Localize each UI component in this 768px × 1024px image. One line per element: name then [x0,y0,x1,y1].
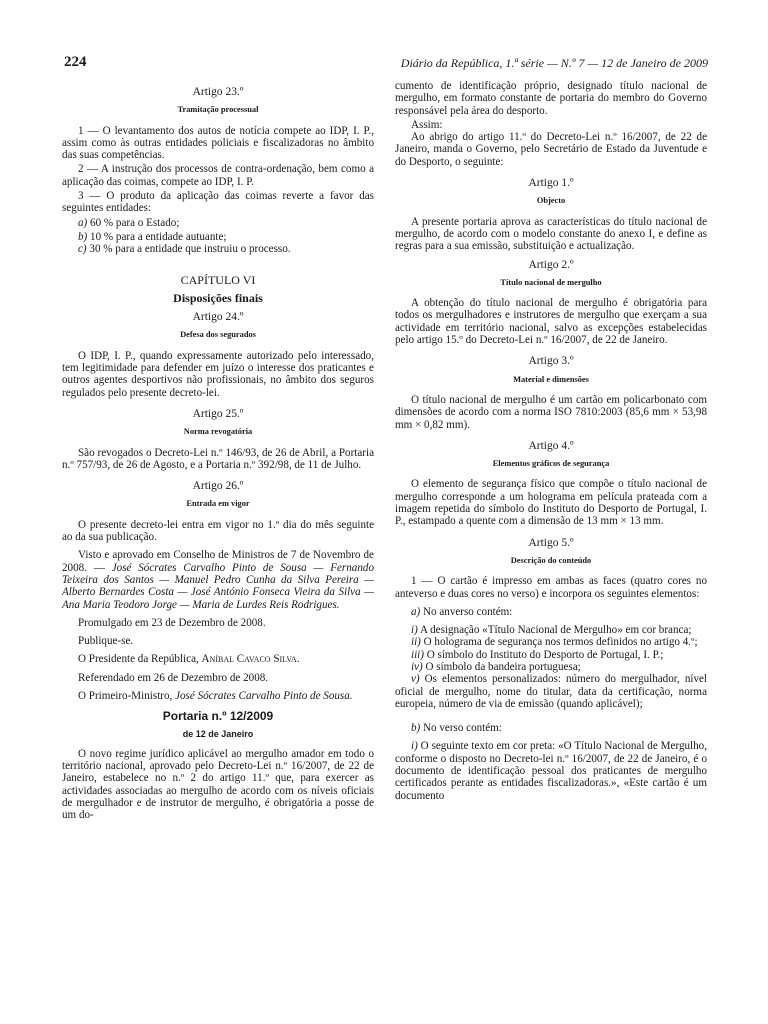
running-header: Diário da República, 1.ª série — N.º 7 — 12 de Janeiro de 2009 [400,56,708,70]
pm-label: O Primeiro-Ministro, [78,689,176,702]
pm-name: José Sócrates Carvalho Pinto de Sousa. [175,689,353,702]
list-text: 60 % para o Estado; [87,216,180,229]
article-1-title: Objecto [536,196,566,206]
list-item [62,217,374,229]
list-text: Os elementos personalizados: número do mergulhador, nível oficial de mergulho, nome do titular, data da certificação, norma europeia, número de via de emissão (quando aplicável); [395,673,707,710]
list-item [395,673,707,710]
article-26-heading: Artigo 26.º [192,480,244,493]
list-marker: i) [411,740,418,753]
article-5-p1: 1 — O cartão é impresso em ambas as faces (quatro cores no anteverso e duas cores no verso) e incorpora os seguintes elementos: [395,575,707,600]
article-1-p1: A presente portaria aprova as características do título nacional de mergulho, de acordo com o modelo constante do anexo I, e define as regras para a sua emissão, substituição e actualização. [395,215,707,253]
list-item [62,231,374,243]
portaria-date: de 12 de Janeiro [182,728,254,739]
article-3-heading: Artigo 3.º [528,355,574,368]
portaria-title: Portaria n.º 12/2009 [162,709,274,724]
list-text: No verso contém: [420,722,502,735]
article-3-p1: O título nacional de mergulho é um cartão em policarbonato com dimensões de acordo com a norma ISO 7810:2003 (85,6 mm × 53,98 mm × 0,82 mm). [395,393,707,431]
list-item [395,649,707,661]
article-26-p1: O presente decreto-lei entra em vigor no 1.º dia do mês seguinte ao da sua publicação. [62,518,374,544]
page-header [64,54,708,76]
article-25-title: Norma revogatória [183,427,253,437]
list-marker: c) [78,243,87,256]
publique-line: Publique-se. [78,635,134,648]
page-number: 224 [64,54,87,70]
article-23-p3: 3 — O produto da aplicação das coimas reverte a favor das seguintes entidades: [62,190,374,215]
list-item [395,722,707,734]
list-marker: i) [411,624,418,637]
article-24-heading: Artigo 24.º [192,311,244,324]
article-5-heading: Artigo 5.º [528,536,574,549]
list-marker: b) [78,230,88,243]
article-23-p1: 1 — O levantamento dos autos de notícia compete ao IDP, I. P., assim como às outras entidades policiais e fiscalizadoras no âmbito das suas competências. [62,124,374,162]
right-column [395,80,707,804]
article-24-p1: O IDP, I. P., quando expressamente autorizado pelo interessado, tem legitimidade para defender em juízo o interesse dos praticantes e outros agentes desportivos não profissionais, no âmbito dos seguros regulados pelo presente decreto-lei. [62,349,374,399]
article-26-title: Entrada em vigor [186,499,250,509]
article-25-heading: Artigo 25.º [192,407,244,420]
president-name: Aníbal Cavaco Silva. [201,653,300,666]
continued-paragraph: cumento de identificação próprio, designado título nacional de mergulho, em formato constante de portaria do membro do Governo responsável pela área do desporto. [395,80,707,117]
article-4-heading: Artigo 4.º [528,439,574,452]
list-item [395,624,707,636]
visto-signatories: José Sócrates Carvalho Pinto de Sousa — Fernando Teixeira dos Santos — Manuel Pedro Cunha da Silva Pereira — Alberto Bernardes Costa — José António Fonseca Vieira da Silva — Ana Maria Teodoro Jorge — Maria de Lurdes Reis Rodrigues. [62,561,374,611]
article-25-p1: São revogados o Decreto-Lei n.º 146/93, de 26 de Abril, a Portaria n.º 757/93, de 26 de Agosto, e a Portaria n.º 392/98, de 11 de Julho. [62,446,374,471]
list-text: O seguinte texto em cor preta: «O Título Nacional de Mergulho, conforme o disposto no Decreto-lei n.º 16/2007, de 22 de Janeiro, é o documento de identificação pessoal dos praticantes de mergulho certificados perante as entidades fiscalizadoras.», «Este cartão é um documento [395,740,707,802]
assim-line: Assim: [411,118,443,131]
list-text: No anverso contém: [420,605,513,618]
list-marker: b) [411,722,421,735]
list-marker: iii) [411,648,424,661]
left-column [62,86,374,824]
visto-intro: Visto e aprovado em Conselho de Ministros de 7 de Novembro de 2008. — [62,549,374,574]
abrigo-paragraph: Ao abrigo do artigo 11.º do Decreto-Lei n.º 16/2007, de 22 de Janeiro, manda o Governo, pelo Secretário de Estado da Juventude e do Desporto, o seguinte: [395,131,707,168]
list-marker: a) [78,216,88,229]
list-text: 30 % para a entidade que instruiu o processo. [86,243,291,256]
article-1-heading: Artigo 1.º [528,177,574,190]
article-4-p1: O elemento de segurança físico que compõe o título nacional de mergulho corresponde a um holograma em película prateada com a imagem repetida do símbolo do Instituto do Desporto de Portugal, I. P., estampado a quente com a dimensão de 13 mm × 13 mm. [395,478,707,528]
president-line [62,653,374,665]
portaria-p1: O novo regime jurídico aplicável ao mergulho amador em todo o território nacional, aprovado pelo Decreto-Lei n.º 16/2007, de 22 de Janeiro, estabelece no n.º 2 do artigo 11.º que, para exercer as actividades associadas ao mergulho de acordo com os níveis oficiais de mergulhador e de instrutor de mergulho, é obrigatória a posse de um do- [62,747,374,822]
article-2-title: Título nacional de mergulho [500,277,602,287]
article-4-title: Elementos gráficos de segurança [492,459,610,469]
chapter-heading: CAPÍTULO VI [180,272,256,287]
article-24-title: Defesa dos segurados [180,330,256,340]
list-item [395,636,707,648]
article-23-heading: Artigo 23.º [192,86,244,98]
list-marker: a) [411,605,421,618]
list-text: O holograma de segurança nos termos definidos no artigo 4.º; [420,636,698,649]
list-item [62,243,374,255]
list-text: O símbolo da bandeira portuguesa; [422,660,581,673]
list-text: 10 % para a entidade autuante; [87,230,227,243]
list-item [395,606,707,618]
visto-paragraph [62,549,374,610]
president-label: O Presidente da República, [78,653,202,666]
list-marker: ii) [411,636,421,649]
list-item [395,740,707,801]
article-23-p2: 2 — A instrução dos processos de contra-ordenação, bem como a aplicação das coimas, compete ao IDP, I. P. [62,163,374,188]
article-23-title: Tramitação processual [177,105,259,115]
article-2-heading: Artigo 2.º [528,258,574,271]
list-marker: v) [411,673,420,686]
prime-minister-line [62,690,374,702]
list-item [395,661,707,673]
list-text: A designação «Título Nacional de Mergulho» em cor branca; [417,624,692,637]
article-2-p1: A obtenção do título nacional de mergulho é obrigatória para todos os mergulhadores e instrutores de mergulho que exerçam a sua actividade em território nacional, salvo as excepções estabelecidas pelo artigo 15.º do Decreto-Lei n.º 16/2007, de 22 de Janeiro. [395,297,707,347]
list-marker: iv) [411,660,423,673]
referendado-line: Referendado em 26 de Dezembro de 2008. [78,671,269,684]
list-text: O símbolo do Instituto do Desporto de Portugal, I. P.; [423,648,664,661]
article-5-title: Descrição do conteúdo [510,555,592,565]
article-3-title: Material e dimensões [513,374,589,384]
promulgado-line: Promulgado em 23 de Dezembro de 2008. [78,616,266,629]
chapter-title: Disposições finais [173,290,263,305]
